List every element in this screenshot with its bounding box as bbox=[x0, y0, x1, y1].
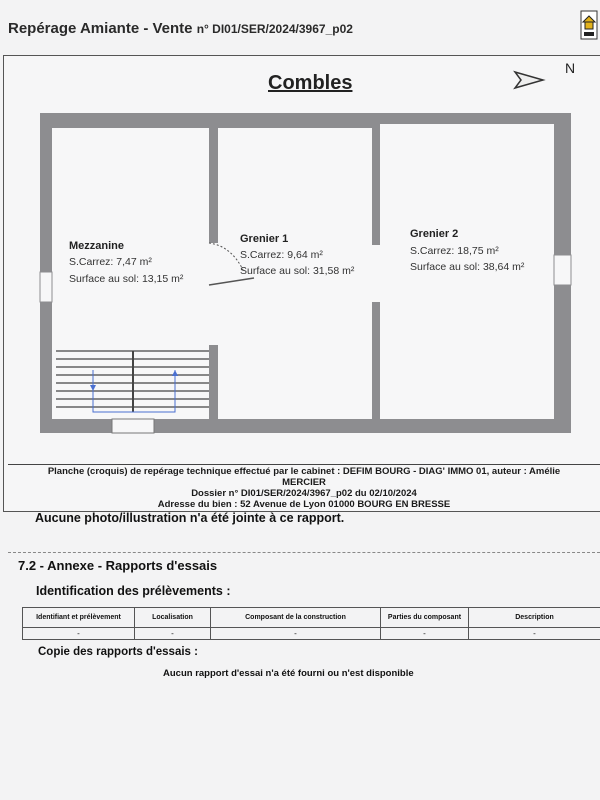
column-header: Parties du composant bbox=[381, 608, 469, 628]
caption-divider bbox=[8, 464, 600, 465]
table-header-row bbox=[23, 608, 600, 628]
caption-line: Planche (croquis) de repérage technique effectué par le cabinet : DEFIM BOURG - DIAG' IMMO 01, auteur : Amélie bbox=[47, 466, 561, 477]
caption-line: MERCIER bbox=[282, 477, 326, 488]
plan-title: Combles bbox=[268, 72, 353, 94]
north-label: N bbox=[565, 60, 576, 76]
column-header: Description bbox=[469, 608, 600, 628]
column-header: Identifiant et prélèvement bbox=[23, 608, 135, 628]
room-name-mezzanine: Mezzanine bbox=[69, 240, 125, 252]
room-name-grenier-1: Grenier 1 bbox=[240, 233, 289, 245]
room-carrez-grenier-2: S.Carrez: 18,75 m² bbox=[410, 245, 499, 257]
room-surface-grenier-2: Surface au sol: 38,64 m² bbox=[410, 261, 525, 273]
room-carrez-grenier-1: S.Carrez: 9,64 m² bbox=[240, 249, 323, 261]
room-surface-grenier-1: Surface au sol: 31,58 m² bbox=[240, 265, 355, 277]
column-header: Localisation bbox=[135, 608, 211, 628]
report-number: n° DI01/SER/2024/3967_p02 bbox=[196, 22, 353, 36]
room-name-grenier-2: Grenier 2 bbox=[410, 228, 459, 240]
samples-table bbox=[22, 607, 600, 640]
annex-title: 7.2 - Annexe - Rapports d'essais bbox=[18, 558, 218, 573]
section-divider bbox=[8, 552, 600, 553]
table-cell: - bbox=[135, 628, 211, 640]
table-row bbox=[23, 628, 600, 640]
report-title: Repérage Amiante - Vente bbox=[8, 20, 193, 37]
room-surface-mezzanine: Surface au sol: 13,15 m² bbox=[69, 273, 184, 285]
copies-title: Copie des rapports d'essais : bbox=[38, 646, 198, 658]
column-header: Composant de la construction bbox=[211, 608, 381, 628]
plan-caption bbox=[8, 466, 600, 510]
caption-line: Dossier n° DI01/SER/2024/3967_p02 du 02/10/2024 bbox=[191, 488, 417, 499]
identification-title: Identification des prélèvements : bbox=[36, 584, 231, 598]
no-photo-note: Aucune photo/illustration n'a été jointe à ce rapport. bbox=[35, 511, 345, 525]
table-cell: - bbox=[381, 628, 469, 640]
room-carrez-mezzanine: S.Carrez: 7,47 m² bbox=[69, 256, 152, 268]
copies-note: Aucun rapport d'essai n'a été fourni ou n'est disponible bbox=[163, 668, 414, 679]
caption-line: Adresse du bien : 52 Avenue de Lyon 01000 BOURG EN BRESSE bbox=[157, 499, 451, 510]
table-cell: - bbox=[23, 628, 135, 640]
table-cell: - bbox=[211, 628, 381, 640]
table-cell: - bbox=[469, 628, 600, 640]
